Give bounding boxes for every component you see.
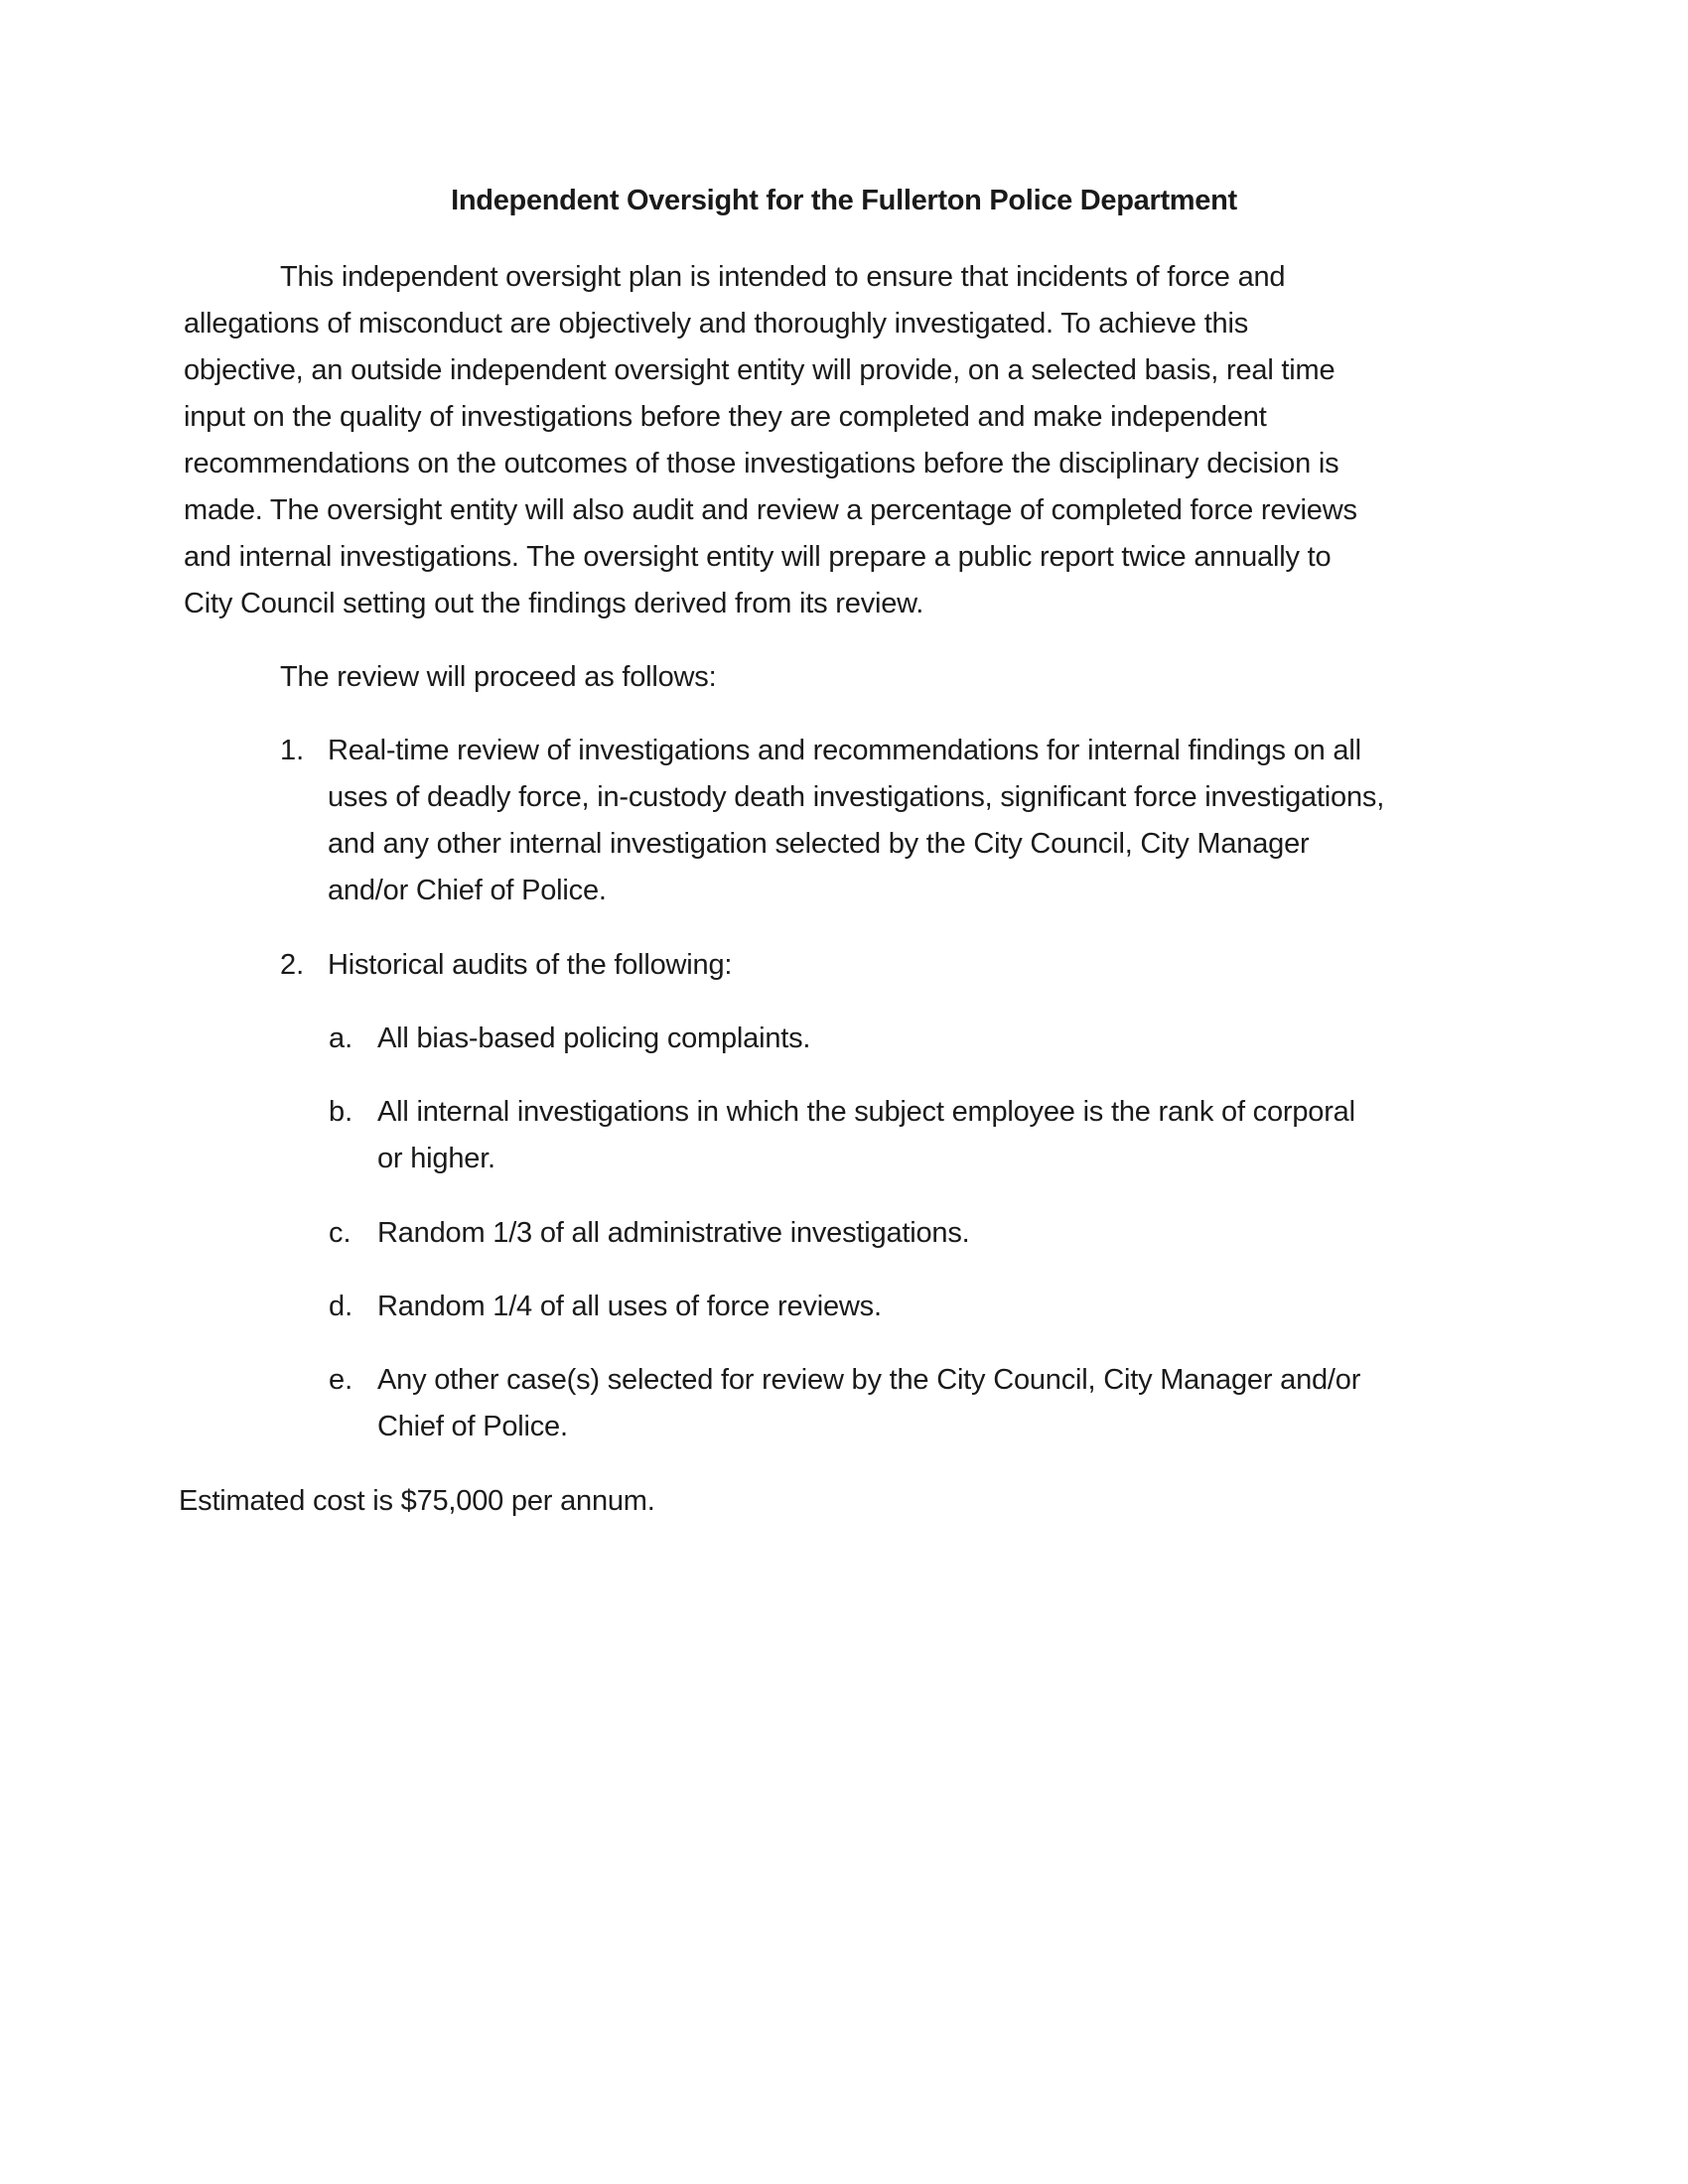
intro-line: and internal investigations. The oversight entity will prepare a public report twice annually to: [184, 541, 1332, 573]
sublist-item-line: Random 1/4 of all uses of force reviews.: [377, 1291, 882, 1322]
sublist-marker: a.: [329, 1023, 353, 1054]
intro-line: This independent oversight plan is intended to ensure that incidents of force and: [280, 261, 1286, 293]
list-marker: 1.: [280, 735, 305, 766]
sublist-item-line: All bias-based policing complaints.: [377, 1023, 811, 1054]
list-item-line: and/or Chief of Police.: [328, 875, 607, 906]
sublist-item-line: Chief of Police.: [377, 1411, 568, 1442]
sublist-item-c: [377, 1210, 969, 1257]
sublist-item-line: Random 1/3 of all administrative investigations.: [377, 1217, 970, 1249]
sublist-marker: c.: [329, 1217, 352, 1249]
intro-line: recommendations on the outcomes of those investigations before the disciplinary decision is: [184, 448, 1339, 479]
intro-line: allegations of misconduct are objectively and thoroughly investigated. To achieve this: [184, 308, 1249, 340]
review-intro: The review will proceed as follows:: [280, 661, 717, 693]
sublist-marker: b.: [329, 1096, 353, 1128]
intro-line: City Council setting out the findings derived from its review.: [184, 588, 924, 619]
list-item-line: Real-time review of investigations and recommendations for internal findings on all: [328, 735, 1361, 766]
sublist-item-line: or higher.: [377, 1143, 495, 1174]
list-item-line: and any other internal investigation selected by the City Council, City Manager: [328, 828, 1310, 860]
sublist-marker: d.: [329, 1291, 353, 1322]
intro-line: objective, an outside independent oversight entity will provide, on a selected basis, real time: [184, 354, 1336, 386]
sublist-item-a: [377, 1016, 810, 1062]
list-item-line: uses of deadly force, in-custody death investigations, significant force investigations,: [328, 781, 1385, 813]
document-title: Independent Oversight for the Fullerton Police Department: [451, 185, 1237, 216]
sublist-item-e: [377, 1357, 1360, 1450]
sublist-marker: e.: [329, 1364, 353, 1396]
sublist-item-line: All internal investigations in which the subject employee is the rank of corporal: [377, 1096, 1355, 1128]
list-item-2: [328, 942, 732, 989]
intro-line: made. The oversight entity will also audit and review a percentage of completed force reviews: [184, 494, 1357, 526]
cost-statement: Estimated cost is $75,000 per annum.: [179, 1485, 655, 1517]
intro-paragraph: [184, 254, 1475, 627]
list-item-1: [328, 728, 1384, 914]
list-item-line: Historical audits of the following:: [328, 949, 733, 981]
sublist-item-line: Any other case(s) selected for review by the City Council, City Manager and/or: [377, 1364, 1361, 1396]
sublist-item-b: [377, 1089, 1355, 1182]
sublist-item-d: [377, 1284, 882, 1330]
intro-line: input on the quality of investigations before they are completed and make independent: [184, 401, 1267, 433]
list-marker: 2.: [280, 949, 305, 981]
